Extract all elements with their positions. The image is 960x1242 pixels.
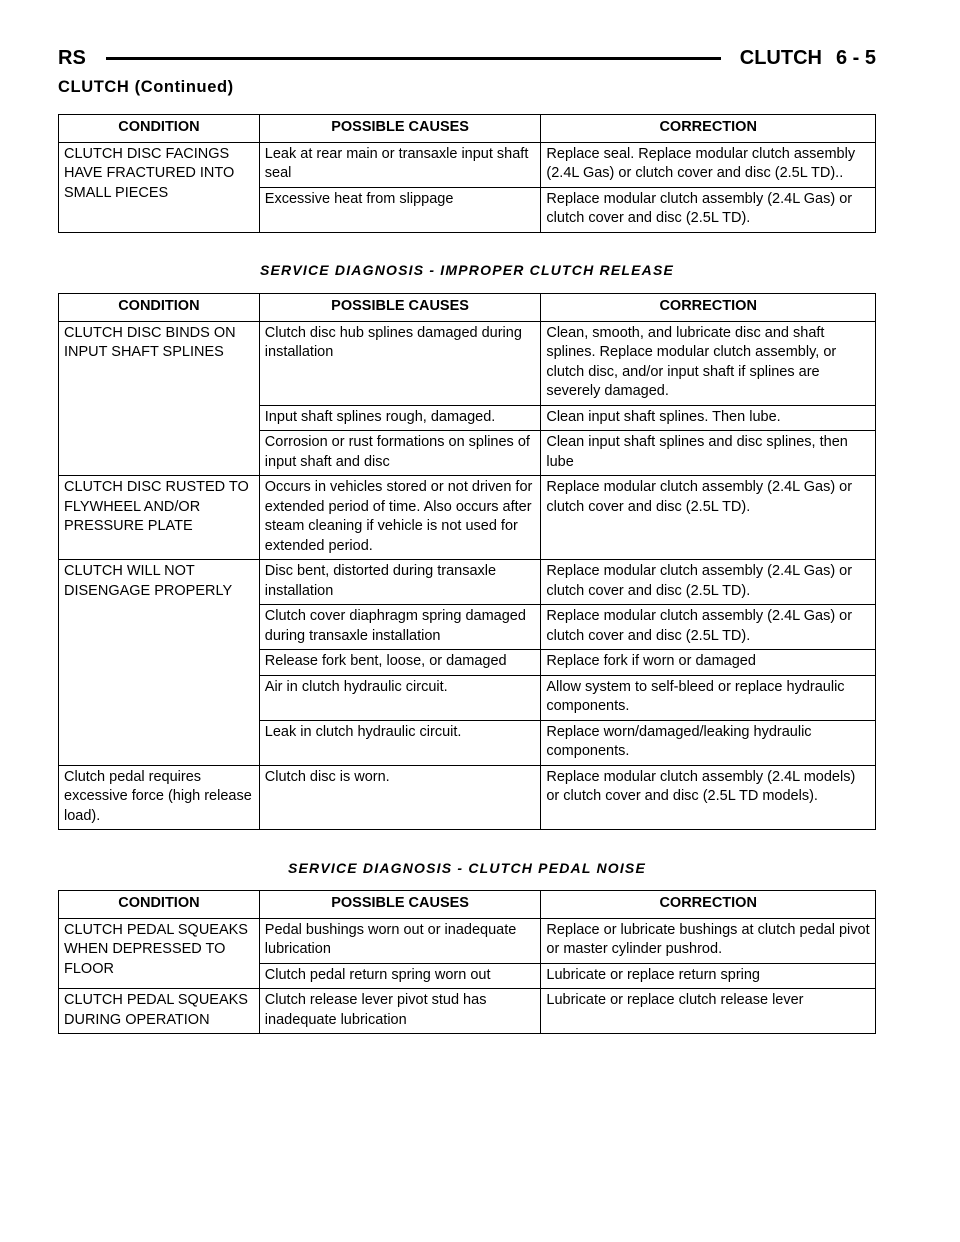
diagnosis-table-3 — [58, 890, 876, 1034]
correction-cell: Lubricate or replace return spring — [541, 963, 876, 989]
possible-cause-cell: Air in clutch hydraulic circuit. — [259, 675, 541, 720]
possible-cause-cell: Input shaft splines rough, damaged. — [259, 405, 541, 431]
column-header: CORRECTION — [541, 891, 876, 919]
possible-cause-cell: Clutch pedal return spring worn out — [259, 963, 541, 989]
header-rule — [106, 57, 721, 60]
table-header-row — [59, 294, 876, 322]
correction-cell: Replace modular clutch assembly (2.4L Gas) or clutch cover and disc (2.5L TD). — [541, 476, 876, 560]
header-section — [740, 44, 876, 72]
possible-cause-cell: Clutch disc hub splines damaged during installation — [259, 321, 541, 405]
possible-cause-cell: Release fork bent, loose, or damaged — [259, 650, 541, 676]
condition-cell: CLUTCH PEDAL SQUEAKS DURING OPERATION — [59, 989, 260, 1034]
table-row — [59, 989, 876, 1034]
column-header: CORRECTION — [541, 115, 876, 143]
correction-cell: Clean, smooth, and lubricate disc and shaft splines. Replace modular clutch assembly, or clutch disc, and/or input shaft if splines are severely damaged. — [541, 321, 876, 405]
table-row — [59, 142, 876, 187]
table-row — [59, 476, 876, 560]
condition-cell: CLUTCH DISC BINDS ON INPUT SHAFT SPLINES — [59, 321, 260, 476]
correction-cell: Lubricate or replace clutch release lever — [541, 989, 876, 1034]
table-row — [59, 321, 876, 405]
condition-cell: Clutch pedal requires excessive force (high release load). — [59, 765, 260, 830]
correction-cell: Replace modular clutch assembly (2.4L models) or clutch cover and disc (2.5L TD models). — [541, 765, 876, 830]
correction-cell: Replace worn/damaged/leaking hydraulic components. — [541, 720, 876, 765]
possible-cause-cell: Corrosion or rust formations on splines of input shaft and disc — [259, 431, 541, 476]
page-header — [58, 44, 876, 74]
possible-cause-cell: Clutch cover diaphragm spring damaged during transaxle installation — [259, 605, 541, 650]
continued-title: CLUTCH (Continued) — [58, 78, 234, 96]
correction-cell: Replace seal. Replace modular clutch assembly (2.4L Gas) or clutch cover and disc (2.5L TD).. — [541, 142, 876, 187]
condition-cell: CLUTCH DISC FACINGS HAVE FRACTURED INTO SMALL PIECES — [59, 142, 260, 232]
column-header: CONDITION — [59, 891, 260, 919]
diagnosis-table-2 — [58, 293, 876, 830]
correction-cell: Replace modular clutch assembly (2.4L Gas) or clutch cover and disc (2.5L TD). — [541, 560, 876, 605]
header-model-code: RS — [58, 47, 86, 69]
correction-cell: Replace modular clutch assembly (2.4L Gas) or clutch cover and disc (2.5L TD). — [541, 605, 876, 650]
possible-cause-cell: Disc bent, distorted during transaxle installation — [259, 560, 541, 605]
possible-cause-cell: Clutch disc is worn. — [259, 765, 541, 830]
condition-cell: CLUTCH DISC RUSTED TO FLYWHEEL AND/OR PRESSURE PLATE — [59, 476, 260, 560]
possible-cause-cell: Excessive heat from slippage — [259, 187, 541, 232]
column-header: CONDITION — [59, 115, 260, 143]
section-title-improper-release: SERVICE DIAGNOSIS - IMPROPER CLUTCH RELEASE — [259, 262, 675, 278]
table-header-row — [59, 115, 876, 143]
column-header: POSSIBLE CAUSES — [259, 115, 541, 143]
diagnosis-table-1 — [58, 114, 876, 233]
possible-cause-cell: Leak in clutch hydraulic circuit. — [259, 720, 541, 765]
correction-cell: Replace modular clutch assembly (2.4L Gas) or clutch cover and disc (2.5L TD). — [541, 187, 876, 232]
column-header: POSSIBLE CAUSES — [259, 294, 541, 322]
condition-cell: CLUTCH WILL NOT DISENGAGE PROPERLY — [59, 560, 260, 766]
column-header: CONDITION — [59, 294, 260, 322]
column-header: POSSIBLE CAUSES — [259, 891, 541, 919]
condition-cell: CLUTCH PEDAL SQUEAKS WHEN DEPRESSED TO FLOOR — [59, 918, 260, 989]
possible-cause-cell: Leak at rear main or transaxle input shaft seal — [259, 142, 541, 187]
possible-cause-cell: Clutch release lever pivot stud has inadequate lubrication — [259, 989, 541, 1034]
table-header-row — [59, 891, 876, 919]
correction-cell: Replace or lubricate bushings at clutch pedal pivot or master cylinder pushrod. — [541, 918, 876, 963]
correction-cell: Allow system to self-bleed or replace hydraulic components. — [541, 675, 876, 720]
table-row — [59, 765, 876, 830]
possible-cause-cell: Pedal bushings worn out or inadequate lubrication — [259, 918, 541, 963]
correction-cell: Clean input shaft splines and disc splines, then lube — [541, 431, 876, 476]
table-row — [59, 918, 876, 963]
correction-cell: Replace fork if worn or damaged — [541, 650, 876, 676]
header-page-number: 6 - 5 — [835, 47, 876, 69]
section-title-pedal-noise: SERVICE DIAGNOSIS - CLUTCH PEDAL NOISE — [287, 860, 647, 876]
possible-cause-cell: Occurs in vehicles stored or not driven for extended period of time. Also occurs after steam cleaning if vehicle is not used for extended period. — [259, 476, 541, 560]
column-header: CORRECTION — [541, 294, 876, 322]
header-section-name: CLUTCH — [739, 47, 822, 69]
table-row — [59, 560, 876, 605]
correction-cell: Clean input shaft splines. Then lube. — [541, 405, 876, 431]
